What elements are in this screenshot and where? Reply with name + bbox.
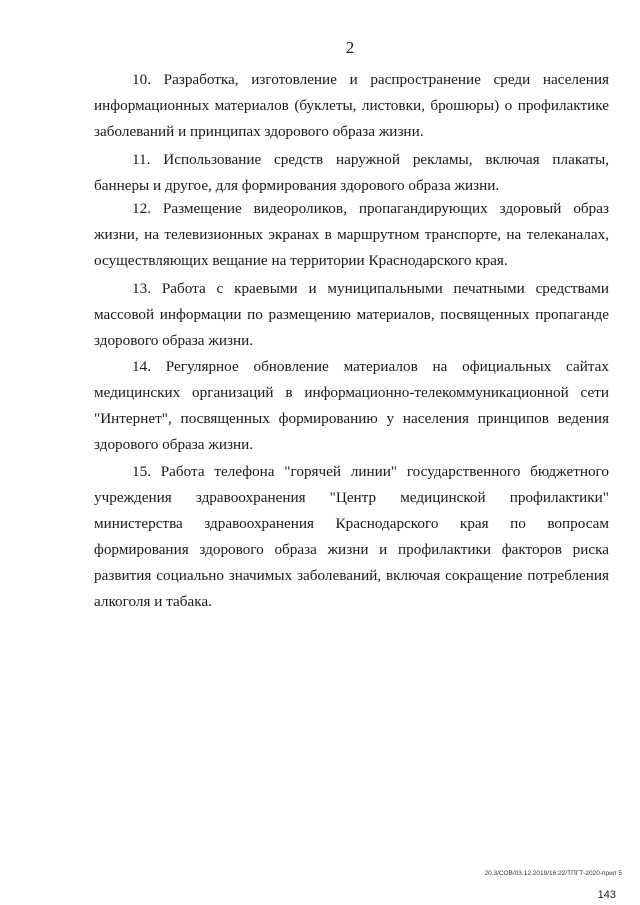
sheet-number: 143 — [597, 889, 616, 901]
list-item-15: 15. Работа телефона "горячей линии" государственного бюджетного учреждения здравоохранения "Центр медицинской профилактики" министерства здравоохранения Краснодарского края по вопросам формирования здорового образа жизни и профилактики факторов риска развития социально значимых заболеваний, включая сокращение потребления алкоголя и табака. — [94, 463, 609, 610]
document-code: 20.3/СОВ/03.12.2019/16:22/ТПГТ-2020-прил 5 — [484, 870, 622, 877]
list-item-13: 13. Работа с краевыми и муниципальными печатными средствами массовой информации по размещению материалов, посвященных пропаганде здорового образа жизни. — [94, 280, 609, 349]
list-item-11: 11. Использование средств наружной рекламы, включая плакаты, баннеры и другое, для формирования здорового образа жизни. — [94, 151, 609, 194]
list-item-10: 10. Разработка, изготовление и распространение среди населения информационных материалов (буклеты, листовки, брошюры) о профилактике заболеваний и принципах здорового образа жизни. — [94, 71, 609, 140]
page-number: 2 — [345, 38, 355, 57]
list-item-14: 14. Регулярное обновление материалов на официальных сайтах медицинских организаций в информационно-телекоммуникационной сети "Интернет", посвященных формированию у населения принципов ведения здорового образа жизни. — [94, 358, 609, 453]
list-item-12: 12. Размещение видеороликов, пропагандирующих здоровый образ жизни, на телевизионных экранах в маршрутном транспорте, на телеканалах, осуществляющих вещание на территории Краснодарского края. — [94, 200, 609, 269]
